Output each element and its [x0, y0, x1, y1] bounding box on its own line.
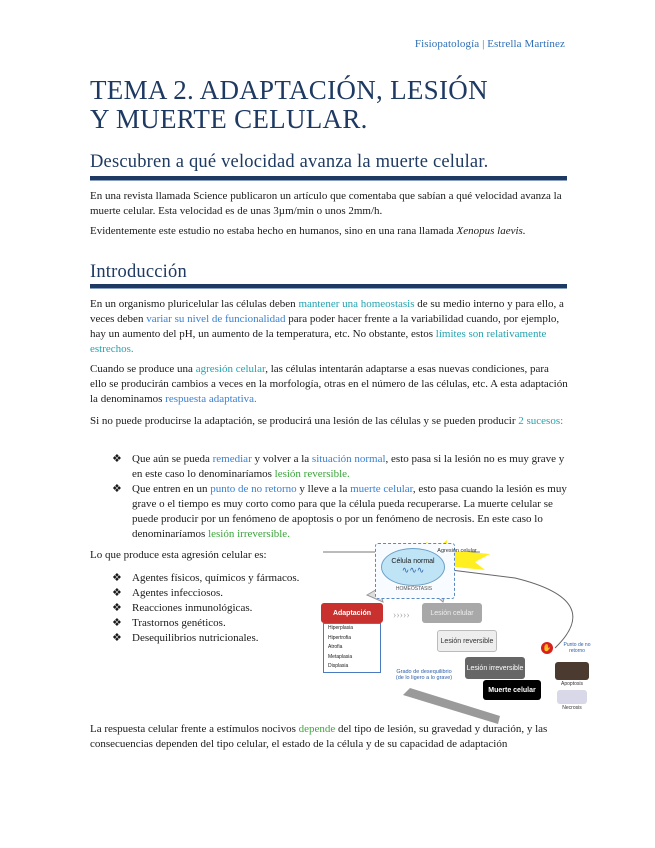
list-item [108, 616, 318, 631]
text-run: y lleve a la [296, 483, 351, 495]
list-item-text: Desequilibrios nutricionales. [132, 632, 259, 644]
paragraph-homeostasis [90, 297, 568, 357]
highlighted-term: lesión reversible. [274, 468, 350, 480]
text-run: Que aún se pueda [132, 453, 213, 465]
causes-list [108, 571, 318, 646]
cell-injury-diagram [315, 540, 605, 725]
list-item-text: Agentes físicos, químicos y fármacos. [132, 572, 300, 584]
cell-death-box: Muerte celular [483, 680, 541, 700]
text-run: , esto pasa cuando la lesión es muy grave o el tiempo es muy corto como para que la célula pueda recuperarse. La muerte celular se puede producir por un fenómeno de apoptosis o por un fenómeno de necrosis. En este caso lo denominaríamos [132, 483, 567, 540]
highlighted-term: punto de no retorno [210, 483, 297, 495]
aggression-label: Agresión celular [437, 548, 477, 554]
normal-cell-label: Célula normal [391, 558, 435, 565]
necrosis-label: Necrosis [562, 705, 582, 711]
dna-icon: ∿∿∿ [401, 565, 425, 575]
list-item: Hipertrofia [328, 634, 352, 641]
text-run: Que entren en un [132, 483, 211, 495]
highlighted-term: agresión celular [195, 363, 266, 375]
text-run: Si no puede producirse la adaptación, se producirá una lesión de las células y se pueden producir [90, 415, 519, 427]
list-item: Displasia [328, 663, 349, 669]
diamond-bullet-icon: ❖ [112, 617, 122, 629]
highlighted-term: respuesta adaptativa. [165, 393, 257, 405]
text-run: para poder hacer frente a la variabilidad cuando, por ejemplo, hay un aumento del pH, un aumento de la temperatura, etc. No obstante, estos [90, 313, 560, 340]
page-header: Fisiopatología | Estrella Martínez [414, 38, 565, 50]
paragraph-outcomes [90, 414, 568, 429]
diamond-bullet-icon: ❖ [112, 483, 122, 495]
list-item-text: Reacciones inmunológicas. [132, 602, 253, 614]
heading-divider [90, 176, 567, 181]
apoptosis-label: Apoptosis [561, 681, 583, 687]
cell-injury-box: Lesión celular [422, 603, 482, 623]
text-run: Cuando se produce una [90, 363, 196, 375]
list-item [108, 601, 318, 616]
title-line-2: Y MUERTE CELULAR. [90, 104, 368, 134]
highlighted-term: variar su nivel de funcionalidad [146, 313, 286, 325]
paragraph-aggression [90, 362, 568, 407]
diamond-bullet-icon: ❖ [112, 587, 122, 599]
adaptation-box: Adaptación [321, 603, 383, 623]
stop-hand-icon: ✋ [541, 642, 553, 654]
diamond-bullet-icon: ❖ [112, 632, 122, 644]
adaptation-types-list [323, 623, 381, 673]
list-item [108, 452, 568, 482]
list-item [108, 586, 318, 601]
homeostasis-label: HOMEOSTASIS [395, 586, 433, 592]
diamond-bullet-icon: ❖ [112, 602, 122, 614]
list-item-text [132, 453, 564, 480]
diamond-bullet-icon: ❖ [112, 572, 122, 584]
degree-label: Grado de desequilibrio (de lo ligero a lo grave) [395, 669, 453, 681]
paragraph-science: En una revista llamada Science publicaron un artículo que comentaba que sabían a qué velocidad avanza la muerte celular. Esta velocidad es de unas 3µm/min o unos 2mm/h. [90, 190, 562, 217]
apoptosis-image [555, 662, 589, 680]
irreversible-injury-box: Lesión irreversible [465, 657, 525, 679]
species-name: Xenopus laevis. [456, 225, 526, 237]
list-item [108, 631, 318, 646]
page-title [90, 76, 570, 134]
list-item [108, 482, 568, 542]
list-item-text [132, 483, 567, 540]
section-heading-introduction: Introducción [90, 262, 187, 282]
highlighted-term: mantener una homeostasis [298, 298, 415, 310]
necrosis-image [557, 690, 587, 704]
heading-divider [90, 284, 567, 289]
paragraph-text: Evidentemente este estudio no estaba hecho en humanos, sino en una rana llamada [90, 225, 457, 237]
highlighted-term: muerte celular [350, 483, 413, 495]
highlighted-term: remediar [212, 453, 252, 465]
paragraph-xenopus [90, 224, 568, 239]
list-item-text: Trastornos genéticos. [132, 617, 226, 629]
list-item: Metaplasia [328, 653, 353, 660]
paragraph-causes: Lo que produce esta agresión celular es: [90, 549, 267, 561]
text-run: En un organismo pluricelular las células deben [90, 298, 299, 310]
list-item: Atrofia [328, 644, 343, 650]
highlighted-term: situación normal [311, 453, 386, 465]
svg-text:›››››: ››››› [393, 610, 410, 621]
text-run: de su medio interno y para ello, a veces deben [90, 298, 564, 325]
text-run: La respuesta celular frente a estímulos nocivos [90, 723, 299, 735]
text-run: , las células intentarán adaptarse a esas nuevas condiciones, para ello se producirán cambios a veces en la morfología, otras en el número de las células, etc. A esta adaptación la denominamos [90, 363, 568, 405]
title-line-1: TEMA 2. ADAPTACIÓN, LESIÓN [90, 75, 488, 105]
highlighted-term: lesión irreversible. [208, 528, 290, 540]
reversible-injury-box: Lesión reversible [437, 630, 497, 652]
text-run: del tipo de lesión, su gravedad y duración, y las consecuencias dependen del tipo celular, el estado de la célula y de su capacidad de adaptación [90, 723, 548, 750]
highlighted-term: 2 sucesos: [518, 415, 564, 427]
section-heading-velocity: Descubren a qué velocidad avanza la muerte celular. [90, 152, 489, 172]
diamond-bullet-icon: ❖ [112, 453, 122, 465]
list-item [108, 571, 318, 586]
text-run: y volver a la [251, 453, 312, 465]
outcomes-list [108, 452, 568, 542]
list-item-text: Agentes infecciosos. [132, 587, 224, 599]
highlighted-term: límites son relativamente estrechos. [90, 328, 547, 355]
no-return-label: Punto de no retorno [563, 642, 591, 654]
highlighted-term: depende [298, 723, 336, 735]
paragraph-response [90, 722, 568, 752]
list-item: Hiperplasia [328, 625, 354, 631]
text-run: , esto pasa si la lesión no es muy grave y en este caso lo denominaríamos [132, 453, 565, 480]
